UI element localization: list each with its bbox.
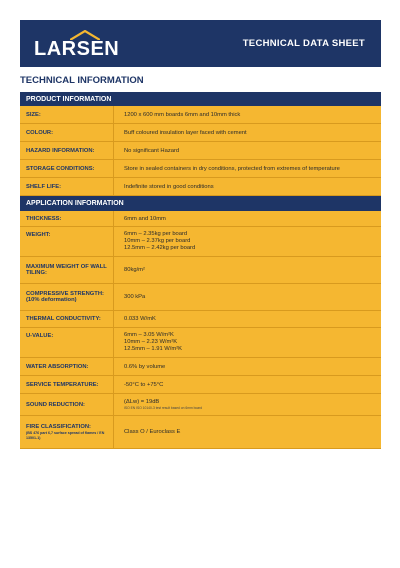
table-row <box>20 394 381 416</box>
page-title: TECHNICAL INFORMATION <box>20 75 144 86</box>
uvalue-line: 10mm – 2.23 W/m²K <box>124 339 178 345</box>
row-label: STORAGE CONDITIONS: <box>26 165 95 172</box>
table-row <box>20 416 381 449</box>
larsen-logo <box>34 30 129 58</box>
row-value: Class O / Euroclass E <box>113 416 381 448</box>
row-label: U-VALUE: <box>26 333 54 339</box>
row-label: COLOUR: <box>26 129 54 136</box>
row-label: SHELF LIFE: <box>26 183 62 190</box>
weight-line: 6mm – 2.35kg per board <box>124 231 188 237</box>
header-title: TECHNICAL DATA SHEET <box>242 38 365 49</box>
table-row <box>20 257 381 284</box>
weight-line: 10mm – 2.37kg per board <box>124 238 191 244</box>
row-label <box>20 284 113 310</box>
table-row <box>20 142 381 160</box>
row-label-sub: (10% deformation) <box>26 297 77 303</box>
row-label: MAXIMUM WEIGHT OF WALL TILING: <box>26 264 107 276</box>
table-row <box>20 376 381 394</box>
logo-text: LARSEN <box>34 38 120 60</box>
row-value: Buff coloured insulation layer faced with cement <box>113 124 381 141</box>
row-value <box>113 394 381 415</box>
row-label-text: COMPRESSIVE STRENGTH: <box>26 291 104 297</box>
row-value: 300 kPa <box>113 284 381 310</box>
row-label: SIZE: <box>26 111 41 118</box>
row-value: -50°C to +75°C <box>113 376 381 393</box>
weight-line: 12.5mm – 2.42kg per board <box>124 245 196 251</box>
document-header <box>20 20 381 67</box>
row-value: Indefinite stored in good conditions <box>113 178 381 195</box>
row-label: WATER ABSORPTION: <box>26 363 89 370</box>
row-value <box>113 227 381 256</box>
table-row <box>20 178 381 196</box>
table-row <box>20 284 381 311</box>
row-label: SERVICE TEMPERATURE: <box>26 381 99 388</box>
row-value: No significant Hazard <box>113 142 381 159</box>
row-label-text: FIRE CLASSIFICATION: <box>26 424 91 430</box>
uvalue-line: 12.5mm – 1.91 W/m²K <box>124 346 182 352</box>
table-row <box>20 311 381 328</box>
row-label: WEIGHT: <box>26 232 51 238</box>
product-information-heading: PRODUCT INFORMATION <box>20 92 381 106</box>
table-row <box>20 124 381 142</box>
row-label: THICKNESS: <box>26 215 62 222</box>
row-label: SOUND REDUCTION: <box>26 401 85 408</box>
row-value: Store in sealed containers in dry conditions, protected from extremes of temperature <box>113 160 381 177</box>
table-row <box>20 106 381 124</box>
table-row <box>20 328 381 358</box>
table-row <box>20 227 381 257</box>
row-value: 0.033 W/mK <box>113 311 381 327</box>
sound-note: ISO EN ISO 10140-3 test result based on 6mm board <box>124 406 203 410</box>
row-label <box>20 416 113 448</box>
row-value <box>113 328 381 357</box>
table-row <box>20 211 381 227</box>
row-value: 1200 x 600 mm boards 6mm and 10mm thick <box>113 106 381 123</box>
sound-value: (ΔLw) = 19dB <box>124 399 160 405</box>
table-row <box>20 358 381 376</box>
spec-table <box>20 92 381 449</box>
application-information-heading: APPLICATION INFORMATION <box>20 196 381 211</box>
table-row <box>20 160 381 178</box>
row-label-sub: (BS 476 part 6,7 surface spread of flames / EN 13501-1) <box>26 431 105 440</box>
row-value: 80kg/m² <box>113 257 381 283</box>
uvalue-line: 6mm – 3.05 W/m²K <box>124 332 174 338</box>
row-label: THERMAL CONDUCTIVITY: <box>26 316 101 322</box>
row-value: 0.6% by volume <box>113 358 381 375</box>
row-value: 6mm and 10mm <box>113 211 381 226</box>
row-label: HAZARD INFORMATION: <box>26 147 95 154</box>
